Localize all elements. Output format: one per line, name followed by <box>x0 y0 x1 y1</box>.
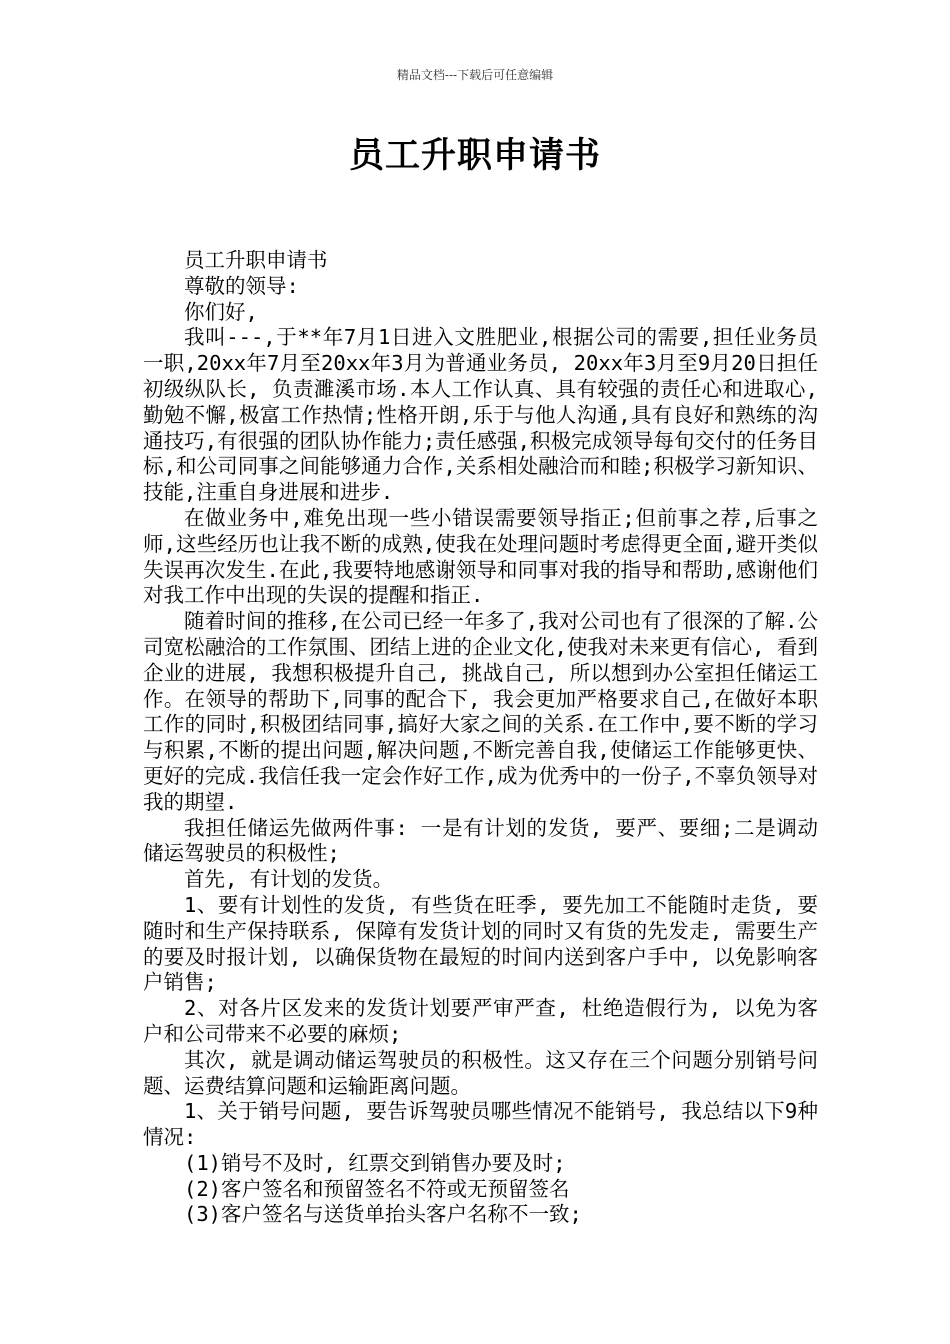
paragraph-item-2: 2、对各片区发来的发货计划要严审严查, 杜绝造假行为, 以免为客户和公司带来不必要的麻烦; <box>143 996 818 1046</box>
paragraph-second-point: 其次, 就是调动储运驾驶员的积极性。这又存在三个问题分别销号问题、运费结算问题和运输距离问题。 <box>143 1047 818 1098</box>
paragraph-salutation: 尊敬的领导: <box>184 273 299 298</box>
paragraph-item-1: 1、要有计划性的发货, 有些货在旺季, 要先加工不能随时走货, 要随时和生产保持联系, 保障有发货计划的同时又有货的先发走, 需要生产的要及时报计划, 以确保货物在最短的时间内送到客户手中, 以免影响客户销售; <box>143 892 818 995</box>
page-header-note: 精品文档---下载后可任意编辑 <box>396 68 554 82</box>
list-item-case-3: (3)客户签名与送货单抬头客户名称不一致; <box>184 1202 582 1227</box>
paragraph-greeting: 你们好, <box>184 299 258 324</box>
paragraph-reflection: 在做业务中,难免出现一些小错误需要领导指正;但前事之荐,后事之师,这些经历也让我不断的成熟,使我在处理问题时考虑得更全面,避开类似失误再次发生.在此,我要特地感谢领导和同事对我的指导和帮助,感谢他们对我工作中出现的失误的提醒和指正. <box>143 505 818 608</box>
list-item-case-2: (2)客户签名和预留签名不符或无预留签名 <box>184 1176 570 1201</box>
paragraph-subtitle: 员工升职申请书 <box>184 248 328 272</box>
paragraph-introduction: 我叫---,于**年7月1日进入文胜肥业,根据公司的需要,担任业务员一职,20xx年7月至20xx年3月为普通业务员, 20xx年3月至9月20日担任初级纵队长, 负责濉溪市场.本人工作认真、具有较强的责任心和进取心,勤勉不懈,极富工作热情;性格开朗,乐于与他人沟通,具有良好和熟练的沟通技巧,有很强的团队协作能力;责任感强,积极完成领导每旬交付的任务目标,和公司同事之间能够通力合作,关系相处融洽而和睦;积极学习新知识、技能,注重自身进展和进步. <box>143 325 818 505</box>
paragraph-motivation: 随着时间的推移,在公司已经一年多了,我对公司也有了很深的了解.公司宽松融洽的工作氛围、团结上进的企业文化,使我对未来更有信心, 看到企业的进展, 我想积极提升自己, 挑战自己, 所以想到办公室担任储运工作。在领导的帮助下,同事的配合下, 我会更加严格要求自己,在做好本职工作的同时,积极团结同事,搞好大家之间的关系.在工作中,要不断的学习与积累,不断的提出问题,解决问题,不断完善自我,使储运工作能够更快、更好的完成.我信任我一定会作好工作,成为优秀中的一份子,不辜负领导对我的期望. <box>143 609 818 814</box>
list-item-case-1: (1)销号不及时, 红票交到销售办要及时; <box>184 1150 566 1175</box>
paragraph-first-point: 首先, 有计划的发货。 <box>184 867 394 892</box>
paragraph-plan-overview: 我担任储运先做两件事: 一是有计划的发货, 要严、要细;二是调动储运驾驶员的积极性; <box>143 815 818 866</box>
document-title: 员工升职申请书 <box>348 136 601 176</box>
document-body <box>143 248 818 1228</box>
paragraph-cancellation-issue: 1、关于销号问题, 要告诉驾驶员哪些情况不能销号, 我总结以下9种情况: <box>143 1099 818 1150</box>
